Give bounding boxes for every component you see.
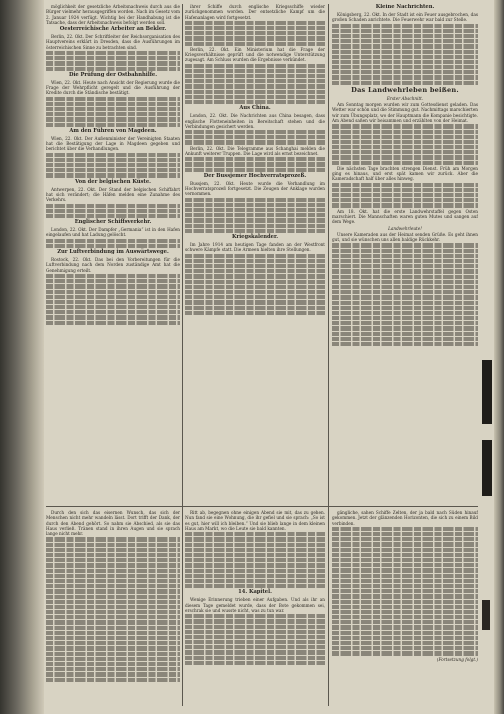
col1-heading-6: Zur Luftverbindung im Auswärtswege. (57, 249, 169, 256)
adjacent-page-letter-block-2 (482, 440, 492, 496)
col3-paragraph-2: Am Sonntag morgen wurden wir zum Gottesdienst geladen. Das Wetter war schön und die Stimmung gut. Nachmittags marschierten wir zum Übungsplatz, wo der Hauptmann die Kompanie besichtigte. Am Abend saßen wir beisammen und erzählten von der Heimat. (332, 102, 478, 124)
col1-heading-2: Die Prüfung der Ostbahnhilfe. (68, 71, 158, 78)
col2-heading-1: Aus China. (239, 105, 271, 112)
col1-heading-5: Englischer Schiffsverkehr. (74, 219, 152, 226)
col3-subtitle: Erster Abschnitt. (386, 95, 424, 101)
col1-heading-1: Oesterreichische Arbeiter an Bekler. (59, 26, 167, 33)
column-rule-2 (328, 4, 329, 706)
col2-paragraph-4: Berlin, 22. Okt. Die Telegramme aus Schanghai melden die Ankunft weiterer Truppen. Die Lage wird als ernst bezeichnet. (185, 145, 325, 156)
col3-feuilleton-text: gängliche, sahen Schiffe Zelten, der ja bald nach Süden hinauf gekommen. Jetzt der glänzenden Horizonten, die sich zu einem Bild verbinden. (332, 510, 478, 526)
col1-paragraph-6: Rostock, 22. Okt. Das bei den Vorbereitungen für die Luftverbindung nach dem Norden zuständige Amt hat die Genehmigung erteilt. (46, 257, 180, 273)
col2-paragraph-1: ihrer Schiffe durch englische Kriegsschiffe wieder zurückgenommen worden. Der entsetzliche Kampf um die Hafenanlagen wird fortgesetzt. (185, 4, 325, 20)
col1-paragraph-4: Antwerpen, 22. Okt. Der Stand der belgischen Schiffahrt hat sich verändert; die Häfen melden eine Zunahme des Verkehrs. (46, 186, 180, 203)
col1-paragraph-3: Wien, 22. Okt. Der Außenminister der Vereinigten Staaten hat die Bestätigung der Lage in Magdeen gegeben und berichtet über die Verhandlungen. (46, 135, 180, 152)
col2-chapter-text: Wenige Erinnerung trieben einer Aufgaben. Und als ihr an diesem Tage gemeldet wurde, dass der Bote gekommen sei, erschrak sie und wusste nicht, was zu tun war. (185, 597, 325, 613)
col3-heading-1: Kleine Nachrichten. (375, 4, 435, 10)
col3-section-title: Das Landwehrleben beißen. (351, 85, 459, 94)
adjacent-page-letter-block-1 (482, 360, 492, 424)
col3-subtitle-2: Landwehrleute! (388, 225, 422, 231)
col2-feuilleton-text: Ritt ab, begegnen ohne einigen Abend sie mit, das zu gehen. Nun fand sie eine Wohnung, die ihr gefiel und sie sprach: „So ist es gut, hier will ich bleiben.“ Und sie blieb lange in dem kleinen Haus am Markt, wo die Leute sie bald kannten. (185, 510, 325, 531)
feuilleton-middle (185, 510, 325, 710)
col2-heading-2: Der Bussjemer Hochverratsprozeß. (203, 172, 307, 179)
col1-heading-4: Von der belgischen Küste. (75, 178, 151, 185)
col1-heading-3: Am den Führen von Magdeen. (69, 127, 157, 134)
column-left (46, 4, 180, 502)
col1-feuilleton-text: Durch den sich das eisernen Wunsch, das sich der Menschen nicht mehr wandeln lässt. Dort trifft der Dank, der durch den Abend gehört. So nahm sie Abschied, als sie das Haus verließ. Tränen stand in ihren Augen und sie sprach lange nicht mehr. (46, 510, 180, 537)
feuilleton-right (332, 510, 478, 710)
col3-paragraph-4: Am 18. Okt. hat die erste Landwehrstaffel gegen Osten marschiert. Die Mannschaften waren guten Mutes und sangen auf dem Wege. (332, 208, 478, 225)
col2-paragraph-5: Bussjem, 22. Okt. Heute wurde die Verhandlung im Hochverratsprozeß fortgesetzt. Die Zeugen der Anklage wurden vernommen. (185, 180, 325, 197)
col1-paragraph-1: Berlin, 22. Okt. Der Schriftleiter der Reichsorganisation des Hauptvereins erklärt in Dresden, dass die Ausführungen im österreichischen Sinne zu betrachten sind. (46, 34, 180, 50)
continuation-note: (Fortsetzung folgt.) (436, 656, 478, 662)
adjacent-page-letter-block-3 (482, 600, 490, 630)
column-middle (185, 4, 325, 502)
adjacent-page-fragment (480, 0, 494, 714)
page-edge-shadow (494, 0, 504, 714)
col2-heading-3: Kriegskalender. (231, 234, 279, 241)
column-rule-1 (182, 4, 183, 706)
book-binding-shadow (0, 0, 44, 714)
col3-paragraph-3: Die nächsten Tage brachten strengen Dienst. Früh am Morgen ging es hinaus, und erst spät kamen wir zurück. Aber die Kameradschaft half über alles hinweg. (332, 165, 478, 182)
col3-paragraph-5: Unsere Kameraden aus der Heimat senden Grüße. Es geht ihnen gut, und sie wünschen uns allen baldige Rückkehr. (332, 231, 478, 243)
column-right (332, 4, 478, 502)
col2-paragraph-6: Im Jahre 1914 am heutigen Tage fanden an der Westfront schwere Kämpfe statt. Die Armeen hielten ihre Stellungen. (185, 242, 325, 253)
col2-paragraph-2: Berlin, 22. Okt. Ein Ministerium hat die Frage der Kriegsverhältnisse geprüft und die notwendige Unterstützung zugesagt. Am Schluss wurden die Ergebnisse verkündet. (185, 46, 325, 63)
col1-paragraph-2: Wien, 22. Okt. Heute nach Ansicht der Regierung wurde die Frage der Wehrpflicht geregelt und die Ausführung der Kredite durch die Ständische bestätigt. (46, 79, 180, 96)
col1-intro: möglichkeit der gesetzliche Arbeitsnachweis durch aus die Bürger vielmehr herausgegriffen worden. Nach im Gesetz vom 2. Januar 1924 verfügt. Wichtig bei der Handhabung ist die Tatsache, dass der Arbeitsnachweis befolgt werden soll. (46, 4, 180, 25)
col3-paragraph-1: Königsberg, 22. Okt. In der Stadt ist ein Feuer ausgebrochen, das großen Schaden anrichtete. Die Feuerwehr war bald zur Stelle. (332, 12, 478, 23)
feuilleton-left (46, 510, 180, 710)
col2-chapter-heading: 14. Kapitel. (238, 589, 272, 596)
col1-paragraph-5: London, 22. Okt. Der Dampfer „Germania“ ist in den Hafen eingelaufen und hat Ladung gelöscht. (46, 227, 180, 238)
section-divider (46, 506, 478, 507)
col2-paragraph-3: London, 22. Okt. Die Nachrichten aus China besagen, dass englische Flotteneinheiten in Bereitschaft stehen und die Verbindungen gesichert werden. (185, 113, 325, 129)
